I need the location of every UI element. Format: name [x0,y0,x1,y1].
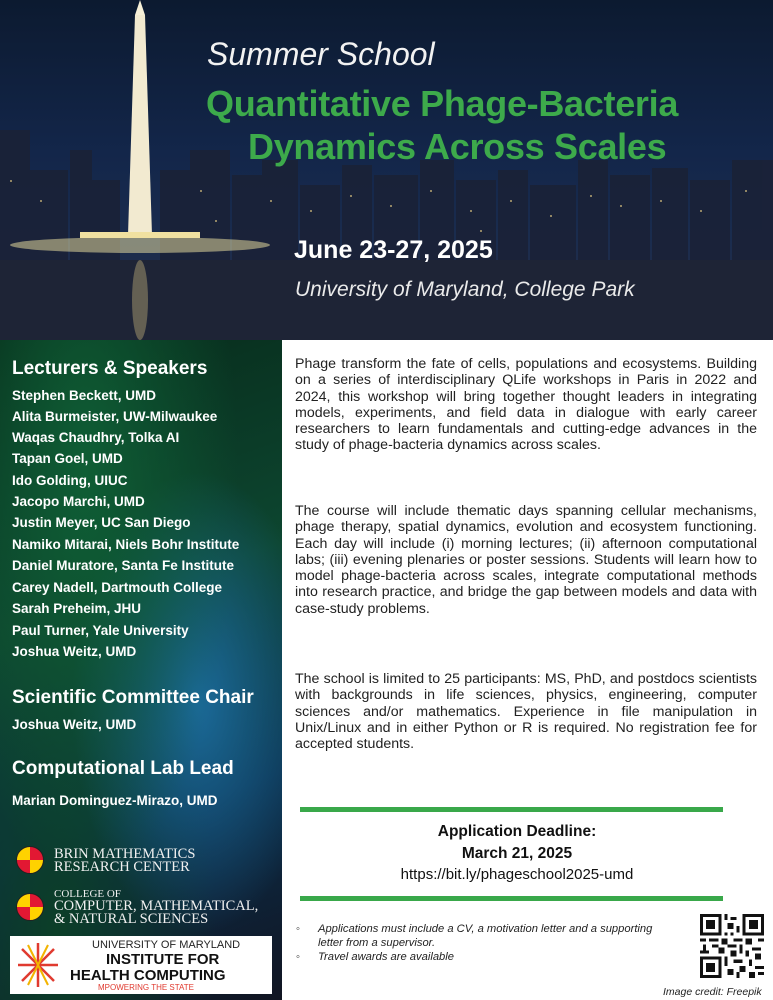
lecturer-name: Justin Meyer, UC San Diego [12,515,191,530]
ihc-logo-line-1: UNIVERSITY OF MARYLAND [92,939,241,951]
chair-heading: Scientific Committee Chair [12,687,254,708]
chair-name: Joshua Weitz, UMD [12,717,137,732]
qr-code-icon[interactable] [700,914,764,978]
deadline-date: March 21, 2025 [461,845,573,862]
lecturer-name: Carey Nadell, Dartmouth College [12,580,223,595]
ihc-logo-line-3: HEALTH COMPUTING [70,967,226,984]
list-item: ◦ Travel awards are available [296,951,454,963]
event-location: University of Maryland, College Park [295,278,635,301]
lecturer-name: Sarah Preheim, JHU [12,601,142,616]
green-divider [300,896,723,901]
cmns-logo-line-3: & NATURAL SCIENCES [54,911,209,927]
brin-logo-line-1: BRIN MATHEMATICS [54,846,196,862]
green-divider [300,807,723,812]
lecturer-name: Jacopo Marchi, UMD [12,494,145,509]
lecturer-name: Alita Burmeister, UW-Milwaukee [12,409,218,424]
ihc-logo-line-2: INSTITUTE FOR [106,951,220,968]
maryland-seal-icon [16,893,44,921]
ihc-logo [10,936,272,994]
deadline-label: Application Deadline: [437,823,597,840]
lab-lead-name: Marian Dominguez-Mirazo, UMD [12,793,218,808]
title-line-1: Quantitative Phage-Bacteria [206,83,679,124]
eligibility-paragraph: The school is limited to 25 participants: MS, PhD, and postdocs scientists with backgrounds in life sciences, physics, engineering, computer sciences and/or mathematics. Experience in file manipulation in Unix/Linux and in either Python or R is required. No registration fee for accepted students. [295,671,757,753]
notes-list [294,922,674,964]
speakers-sidebar [0,340,282,1000]
ihc-star-icon [14,939,62,991]
lab-lead-heading: Computational Lab Lead [12,758,234,779]
application-link[interactable]: https://bit.ly/phageschool2025-umd [400,866,634,883]
course-paragraph: The course will include thematic days spanning cellular mechanisms, phage therapy, spatial dynamics, evolution and ecosystem functioning. Each day will include (i) morning lectures; (ii) afternoon computational labs; (iii) evening plenaries or poster sessions. Students will learn how to model phage-bacteria across scales, integrate computational methods into research practice, and bridge the gap between models and data with case-study problems. [295,503,757,617]
cmns-logo-line-2: COMPUTER, MATHEMATICAL, [54,898,259,914]
lecturer-name: Namiko Mitarai, Niels Bohr Institute [12,537,240,552]
lecturers-heading: Lecturers & Speakers [12,358,208,379]
image-credit: Image credit: Freepik [663,986,762,998]
brin-logo-line-2: RESEARCH CENTER [54,859,190,875]
lecturer-name: Paul Turner, Yale University [12,623,189,638]
lecturer-name: Ido Golding, UIUC [12,473,128,488]
maryland-seal-icon [16,846,44,874]
title-line-2: Dynamics Across Scales [248,126,667,167]
main-content [282,340,773,1000]
lecturer-name: Tapan Goel, UMD [12,451,123,466]
list-item: ◦ Applications must include a CV, a motivation letter and a supporting letter from a supervisor. [296,923,653,949]
ihc-tagline: MPOWERING THE STATE [98,983,195,992]
cmns-logo-line-1: COLLEGE OF [54,888,121,900]
lecturer-name: Waqas Chaudhry, Tolka AI [12,430,180,445]
lecturer-name: Daniel Muratore, Santa Fe Institute [12,558,235,573]
subtitle: Summer School [207,36,435,72]
lecturer-name: Stephen Beckett, UMD [12,388,157,403]
intro-paragraph: Phage transform the fate of cells, populations and ecosystems. Building on a series of interdisciplinary QLife workshops in Paris in 2022 and 2024, this workshop will bring together thought leaders in integrating models, experiments, and field data in dialogue with early career researchers to learn fundamentals and cutting-edge advances in the study of phage-bacteria dynamics across scales. [295,356,757,454]
lecturer-name: Joshua Weitz, UMD [12,644,137,659]
event-date: June 23-27, 2025 [294,236,493,264]
hero-banner [0,0,773,340]
